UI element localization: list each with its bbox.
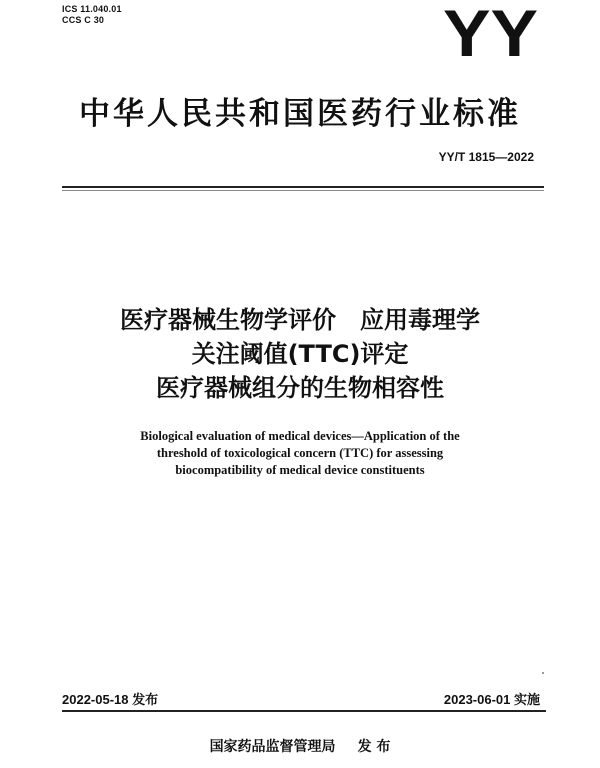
cn-title-line-2: 关注阈值(TTC)评定 <box>191 340 409 368</box>
standard-number: YY/T 1815—2022 <box>438 150 534 164</box>
yy-standard-mark: YY <box>442 0 538 70</box>
publisher-line <box>0 736 600 756</box>
chinese-document-title <box>0 303 600 405</box>
issue-date: 2022-05-18 发布 <box>62 692 159 707</box>
header-rule <box>62 186 544 188</box>
cn-title-line-3: 医疗器械组分的生物相容性 <box>156 374 444 402</box>
header-rule-thin <box>62 190 544 191</box>
english-document-title <box>0 428 600 479</box>
en-title-line-1: Biological evaluation of medical devices—Application of the <box>140 429 460 443</box>
footer-rule <box>62 710 546 712</box>
ics-code: ICS 11.040.01 <box>62 4 122 14</box>
ccs-code: CCS C 30 <box>62 15 105 25</box>
implementation-date: 2023-06-01 实施 <box>443 692 540 707</box>
scan-speck <box>542 672 544 674</box>
classification-codes <box>62 4 122 26</box>
en-title-line-2: threshold of toxicological concern (TTC) for assessing <box>156 446 444 460</box>
publisher-action: 发 布 <box>357 739 391 755</box>
standard-category-title: 中华人民共和国医药行业标准 <box>79 96 521 132</box>
publisher-name: 国家药品监督管理局 <box>209 739 336 755</box>
en-title-line-3: biocompatibility of medical device constituents <box>175 463 425 477</box>
cn-title-line-1: 医疗器械生物学评价 应用毒理学 <box>120 306 480 334</box>
